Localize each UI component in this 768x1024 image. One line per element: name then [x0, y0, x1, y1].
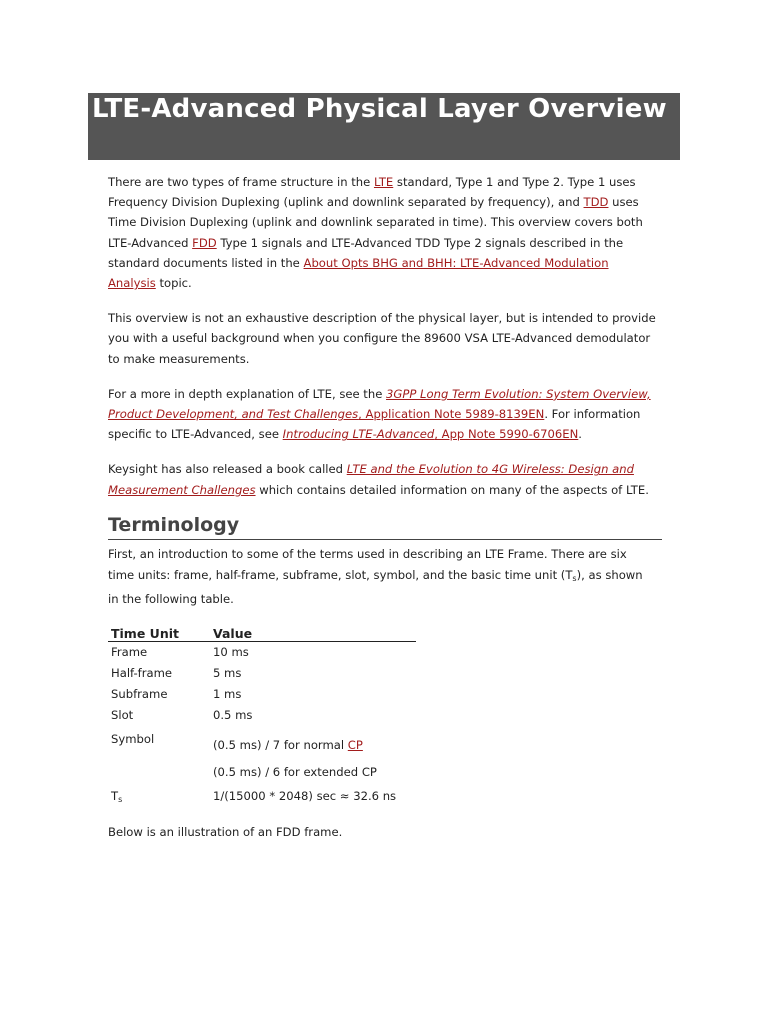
table-row	[108, 755, 416, 786]
overview-content	[108, 172, 658, 515]
unit-cell: Half-frame	[111, 665, 173, 680]
unit-cell: Slot	[111, 707, 134, 722]
text: (0.5 ms) / 7 for normal	[213, 737, 348, 752]
unit-cell: Subframe	[111, 686, 168, 701]
value-cell: 1/(15000 * 2048) sec ≈ 32.6 ns	[213, 788, 397, 803]
fdd-frame-caption: Below is an illustration of an FDD frame.	[108, 825, 343, 839]
link-app-note-5990[interactable]: , App Note 5990-6706EN	[434, 427, 579, 442]
value-cell: 5 ms	[213, 665, 242, 680]
time-unit-table	[108, 624, 416, 808]
text: Type 1 signals and LTE-Advanced TDD Type 2 signals described in the standard documents listed in the	[108, 235, 624, 270]
title-bar	[88, 93, 680, 160]
terminology-intro	[108, 544, 653, 610]
value-cell: 0.5 ms	[213, 707, 253, 722]
text: standard, Type 1 and Type 2. Type 1 uses Frequency Division Duplexing (uplink and downlink separated by frequency), and	[108, 175, 636, 210]
value-cell	[210, 728, 416, 755]
header-value: Value	[210, 624, 416, 642]
value-cell: 10 ms	[213, 645, 249, 659]
table-row	[108, 728, 416, 755]
terminology-heading: Terminology	[108, 513, 662, 540]
text: ), as shown in the following table.	[108, 567, 643, 607]
text: For a more in depth explanation of LTE, see the	[108, 386, 387, 401]
link-fdd[interactable]: FDD	[192, 235, 217, 250]
text: which contains detailed information on many of the aspects of LTE.	[255, 482, 649, 497]
paragraph-not-exhaustive: This overview is not an exhaustive description of the physical layer, but is intended to provide you with a useful background when you configure the 89600 VSA LTE-Advanced demodulator to make measurements.	[108, 311, 656, 366]
paragraph-in-depth	[108, 384, 658, 445]
header-time-unit: Time Unit	[108, 624, 210, 642]
link-cp[interactable]: CP	[347, 737, 363, 752]
link-lte-evolution-book[interactable]: LTE and the Evolution to 4G Wireless: Design and Measurement Challenges	[108, 462, 634, 497]
value-cell: (0.5 ms) / 6 for extended CP	[213, 764, 377, 779]
table-row	[108, 786, 416, 808]
text: . For information specific to LTE-Advanced, see	[108, 407, 641, 442]
table-row	[108, 685, 416, 706]
subscript: s	[572, 573, 577, 583]
link-app-note-5989[interactable]: , Application Note 5989-8139EN	[358, 407, 545, 422]
text: topic.	[155, 276, 192, 291]
text: .	[578, 427, 582, 442]
text: Keysight has also released a book called	[108, 462, 347, 477]
unit-cell	[108, 755, 210, 786]
paragraph-frame-structure	[108, 172, 658, 293]
table-row	[108, 642, 416, 664]
table-row	[108, 706, 416, 728]
value-cell: 1 ms	[213, 686, 242, 701]
link-3gpp-lte-overview[interactable]: 3GPP Long Term Evolution: System Overview, Product Development, and Test Challenges	[108, 386, 651, 422]
unit-cell	[108, 786, 210, 808]
text: T	[111, 788, 119, 803]
link-introducing-lte-advanced[interactable]: Introducing LTE-Advanced	[282, 427, 435, 442]
subscript: s	[118, 794, 123, 804]
paragraph-book	[108, 459, 658, 499]
link-lte[interactable]: LTE	[373, 175, 394, 189]
text: First, an introduction to some of the terms used in describing an LTE Frame. There are six time units: frame, half-frame, subframe, slot, symbol, and the basic time unit (T	[108, 547, 627, 582]
table-row	[108, 664, 416, 685]
link-tdd[interactable]: TDD	[583, 195, 609, 210]
text: There are two types of frame structure in the	[108, 175, 374, 189]
link-about-opts[interactable]: About Opts BHG and BHH: LTE-Advanced Modulation Analysis	[108, 255, 609, 291]
text: uses Time Division Duplexing (uplink and downlink separated in time). This overview covers both LTE-Advanced	[108, 195, 643, 250]
unit-cell: Frame	[111, 645, 148, 659]
unit-cell: Symbol	[111, 731, 155, 746]
page-title: LTE-Advanced Physical Layer Overview	[92, 94, 667, 124]
